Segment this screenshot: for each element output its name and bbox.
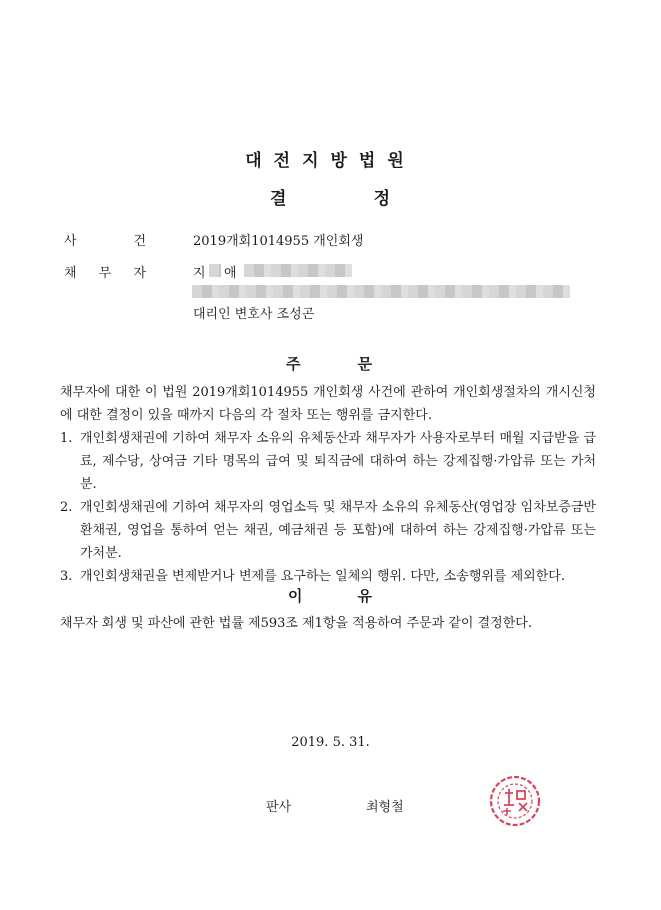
case-label-char-2: 건 xyxy=(133,234,146,249)
order-intro: 채무자에 대한 이 법원 2019개회1014955 개인회생 사건에 관하여 개인회생절차의 개시신청에 대한 결정이 있을 때까지 다음의 각 절차 또는 행위를 금지한다. xyxy=(60,385,596,423)
decision-date: 2019. 5. 31. xyxy=(291,735,370,750)
seal-glyph xyxy=(504,789,527,811)
debtor-name-visible-second: 애 xyxy=(224,266,237,281)
order-body xyxy=(60,381,596,588)
order-item-number: 1. xyxy=(60,431,73,446)
judge-title: 판사 xyxy=(266,800,292,815)
debtor-label xyxy=(64,262,146,281)
court-seal-stamp xyxy=(489,775,541,827)
debtor-label-char-2: 무 xyxy=(98,266,112,281)
reason-heading-char-2: 유 xyxy=(357,587,372,605)
judge-name: 최형철 xyxy=(366,800,404,815)
order-item-text: 개인회생채권에 기하여 채무자 소유의 유체동산과 채무자가 사용자로부터 매월 지급받을 급료, 제수당, 상여금 기타 명목의 급여 및 퇴직금에 대하여 하는 강제집행·가압류 또는 가처분. xyxy=(80,431,596,492)
debtor-label-char-3: 자 xyxy=(133,266,146,281)
redacted-debtor-id xyxy=(244,264,352,277)
reason-text: 채무자 회생 및 파산에 관한 법률 제593조 제1항을 적용하여 주문과 같이 결정한다. xyxy=(60,616,532,631)
case-label xyxy=(64,230,146,249)
redacted-debtor-name-part xyxy=(209,264,221,277)
order-item-number: 3. xyxy=(60,569,73,584)
order-item xyxy=(60,496,596,565)
document-type-title xyxy=(270,184,390,209)
order-item-number: 2. xyxy=(60,500,73,515)
debtor-name-visible-first: 지 xyxy=(193,266,206,281)
case-number: 2019개회1014955 개인회생 xyxy=(193,234,364,249)
case-label-char-1: 사 xyxy=(64,234,77,249)
order-heading xyxy=(286,353,372,374)
order-item-text: 개인회생채권을 변제받거나 변제를 요구하는 일체의 행위. 다만, 소송행위를 제외한다. xyxy=(80,569,565,584)
seal-glyph xyxy=(503,808,511,815)
document-type-char-1: 결 xyxy=(270,189,287,209)
order-item xyxy=(60,427,596,496)
agent-attorney: 대리인 변호사 조성곤 xyxy=(193,307,315,322)
reason-heading xyxy=(288,585,372,606)
debtor-label-char-1: 채 xyxy=(64,266,77,281)
court-name: 대전지방법원 xyxy=(245,151,416,171)
redacted-debtor-address xyxy=(192,285,570,298)
document-type-char-2: 정 xyxy=(373,189,390,209)
reason-heading-char-1: 이 xyxy=(288,587,303,605)
seal-inner-ring xyxy=(498,784,532,818)
order-item-text: 개인회생채권에 기하여 채무자의 영업소득 및 채무자 소유의 유체동산(영업장 임차보증금반환채권, 영업을 통하여 얻는 채권, 예금채권 등 포함)에 대하여 하는 강제집행·가압류 또는 가처분. xyxy=(80,500,596,561)
order-heading-char-1: 주 xyxy=(286,355,301,373)
order-heading-char-2: 문 xyxy=(357,355,372,373)
